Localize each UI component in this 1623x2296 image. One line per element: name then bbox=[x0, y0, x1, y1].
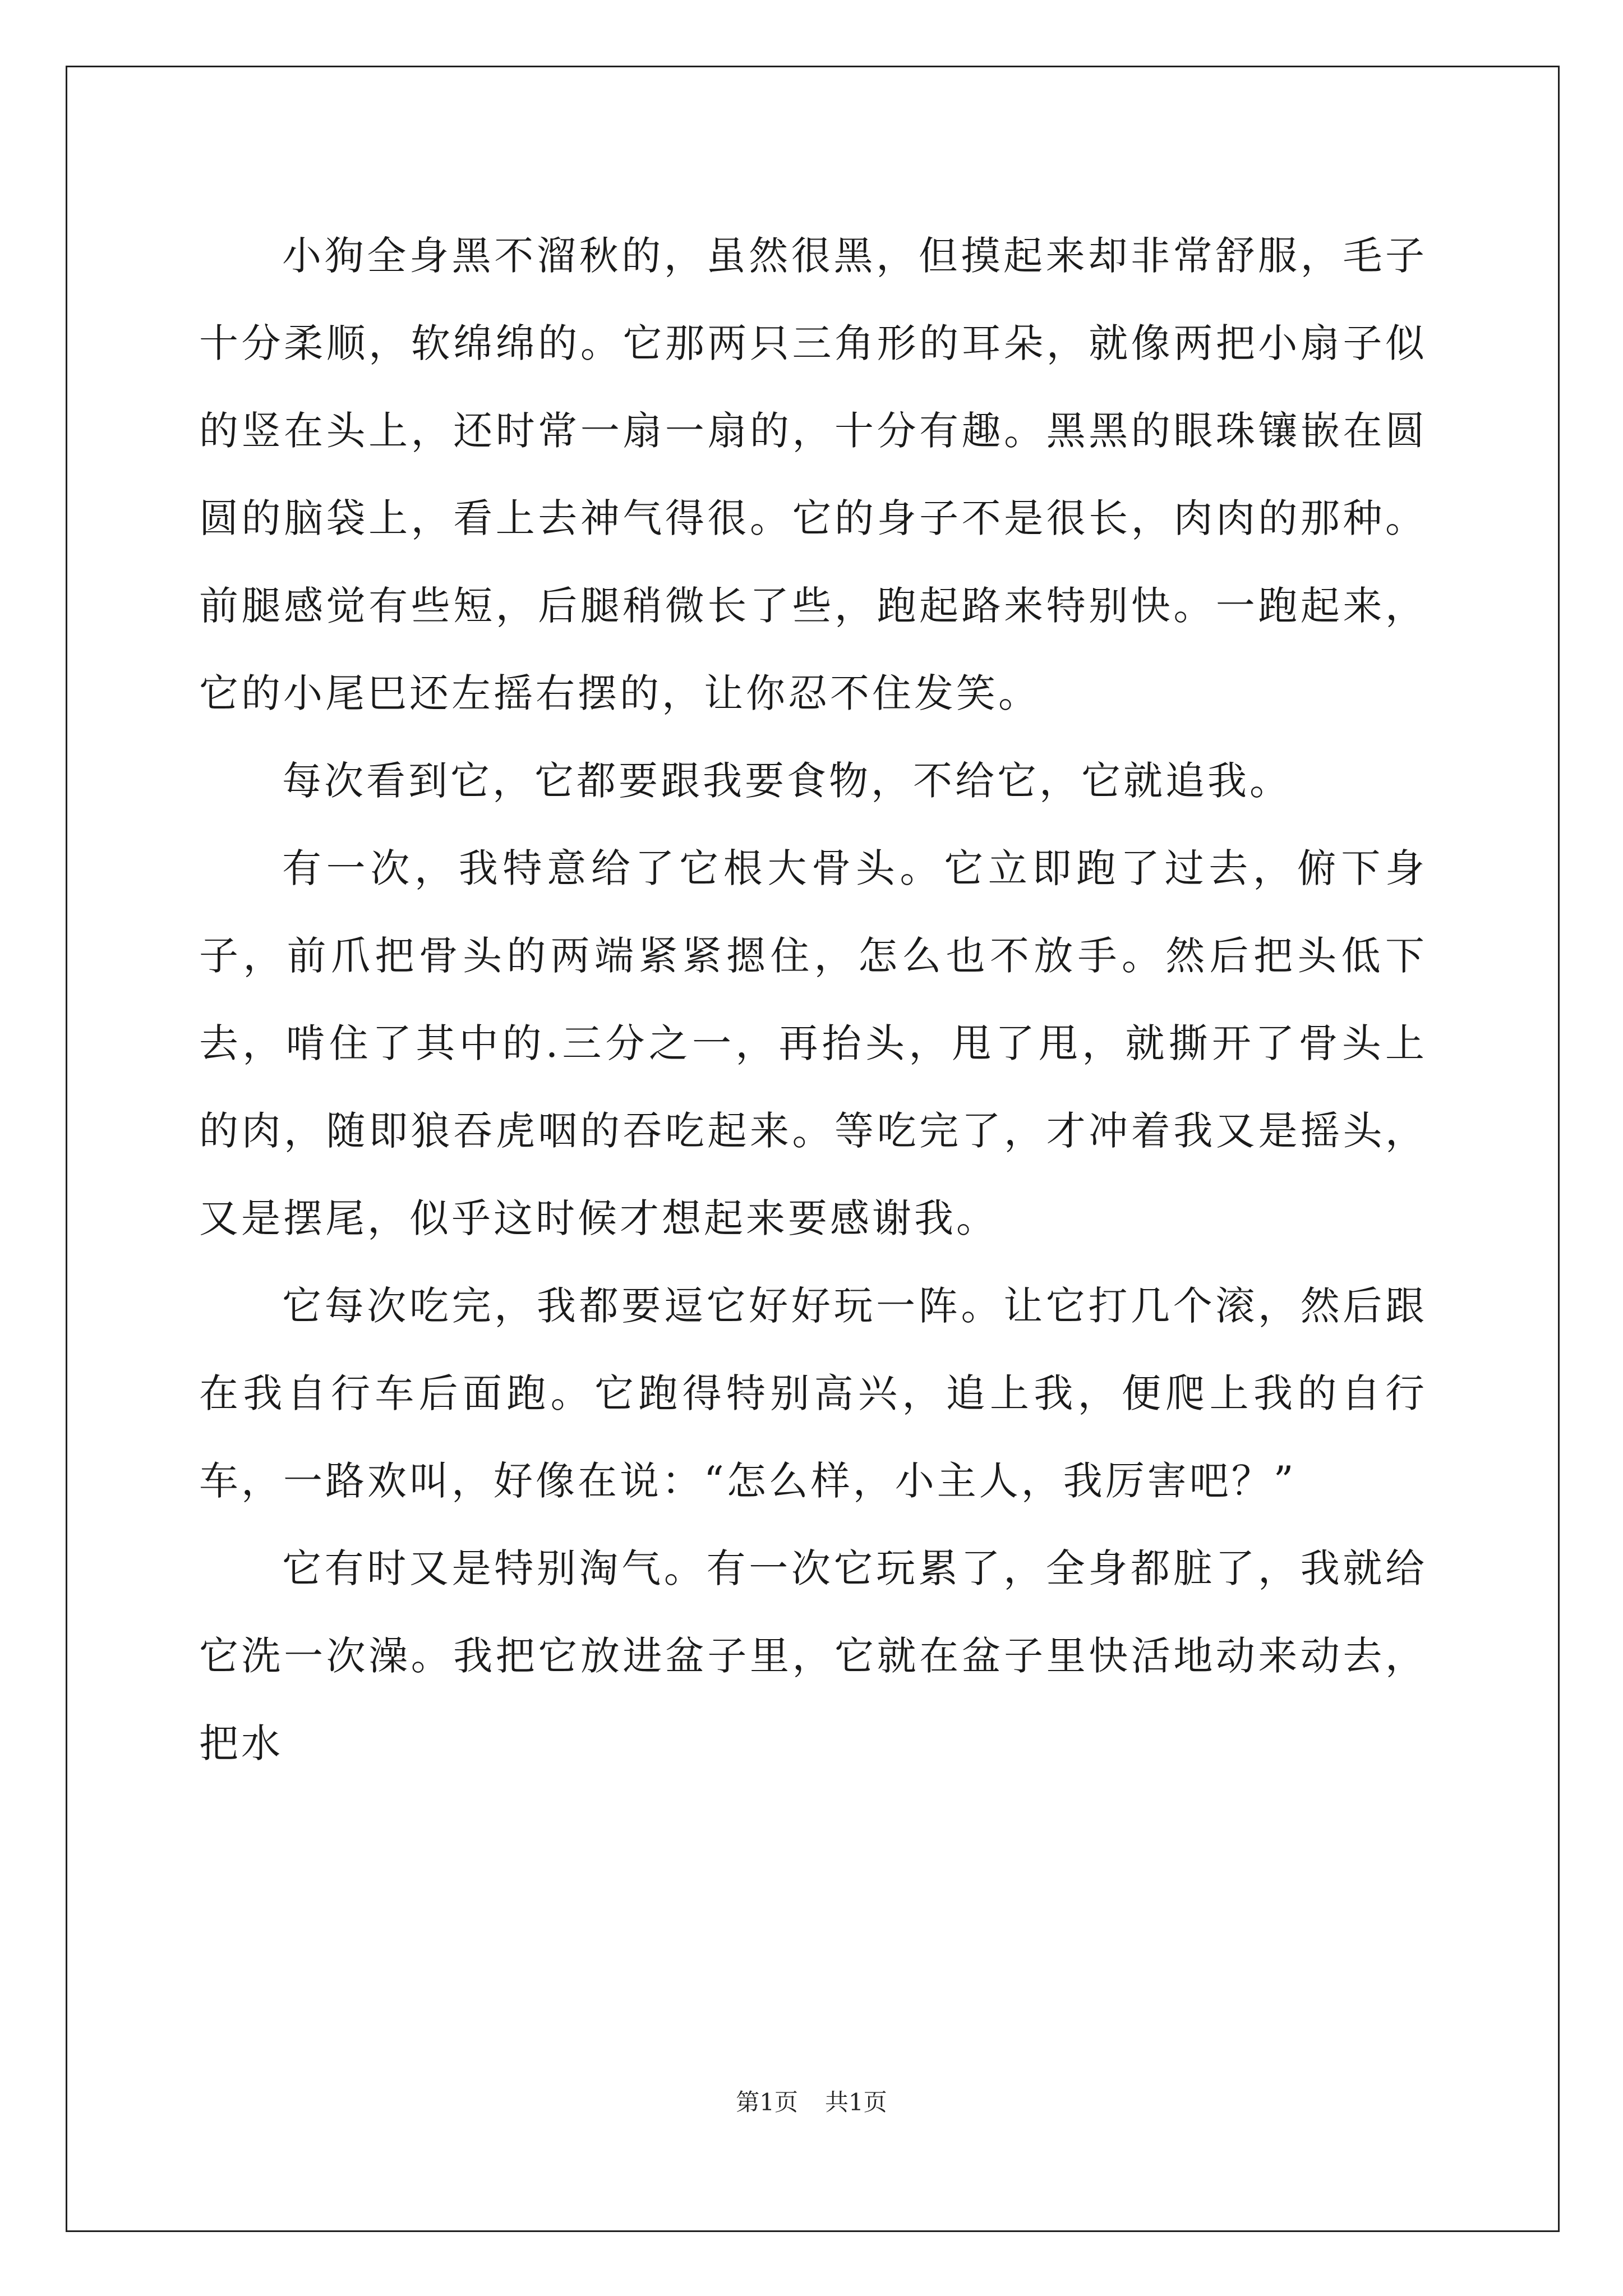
paragraph: 有一次，我特意给了它根大骨头。它立即跑了过去，俯下身子，前爪把骨头的两端紧紧摁住，怎么也不放手。然后把头低下去，啃住了其中的.三分之一，再抬头，甩了甩，就撕开了骨头上的肉，随即狼吞虎咽的吞吃起来。等吃完了，才冲着我又是摇头，又是摆尾，似乎这时候才想起来要感谢我。 bbox=[199, 845, 1427, 1241]
paragraph: 小狗全身黑不溜秋的，虽然很黑，但摸起来却非常舒服，毛子十分柔顺，软绵绵的。它那两只三角形的耳朵，就像两把小扇子似的竖在头上，还时常一扇一扇的，十分有趣。黑黑的眼珠镶嵌在圆圆的脑袋上，看上去神气得很。它的身子不是很长，肉肉的那种。前腿感觉有些短，后腿稍微长了些，跑起路来特别快。一跑起来，它的小尾巴还左摇右摆的，让你忍不住发笑。 bbox=[199, 233, 1427, 716]
page-total: 共1页 bbox=[825, 2088, 887, 2116]
paragraph: 它有时又是特别淘气。有一次它玩累了，全身都脏了，我就给它洗一次澡。我把它放进盆子里，它就在盆子里快活地动来动去，把水 bbox=[199, 1545, 1427, 1766]
page-number: 第1页 bbox=[736, 2088, 798, 2116]
paragraph: 每次看到它，它都要跟我要食物，不给它，它就追我。 bbox=[282, 758, 1292, 804]
paragraph: 它每次吃完，我都要逗它好好玩一阵。让它打几个滚，然后跟在我自行车后面跑。它跑得特别高兴，追上我，便爬上我的自行车，一路欢叫，好像在说：“怎么样，小主人，我厉害吧？” bbox=[199, 1283, 1427, 1504]
document-body bbox=[199, 212, 1427, 1787]
page-footer bbox=[0, 2084, 1623, 2118]
